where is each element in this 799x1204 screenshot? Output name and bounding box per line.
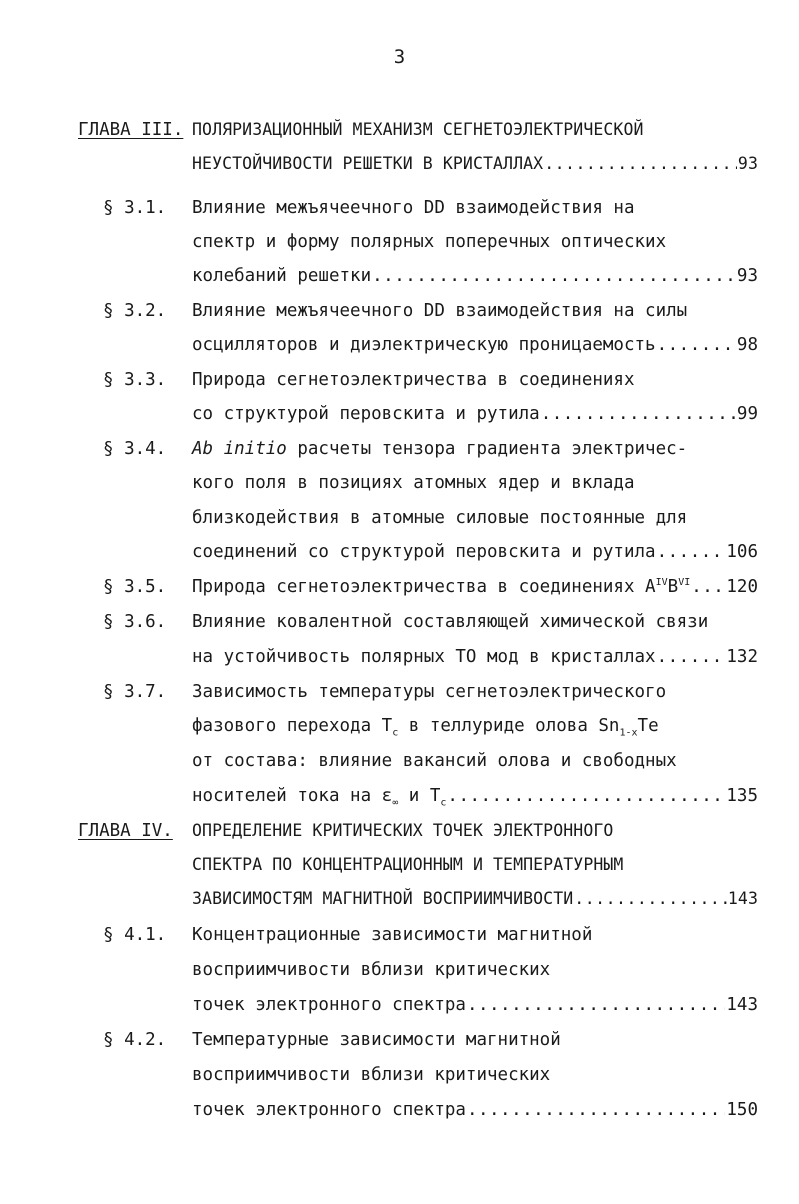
formula-b: B: [667, 577, 679, 597]
page-number: 3: [393, 46, 406, 68]
section-3-6-number: § 3.6.: [103, 612, 167, 632]
chapter-3-label: ГЛАВА III.: [78, 120, 184, 140]
section-3-2-page: 98: [736, 335, 758, 355]
section-3-6-line1: Влияние ковалентной составляющей химической связи: [192, 612, 709, 632]
section-3-4-line1: [192, 437, 687, 461]
section-3-5-page: 120: [726, 577, 758, 597]
section-3-4-text: соединений со структурой перовскита и рутила: [192, 542, 656, 562]
section-3-7-line4: [192, 784, 758, 808]
section-3-1-line1: Влияние межъячеечного DD взаимодействия на: [192, 198, 635, 218]
section-3-3-text: со структурой перовскита и рутила: [192, 404, 540, 424]
section-3-6-text: на устойчивость полярных ТО мод в кристаллах: [192, 647, 656, 667]
formula-a-sup: IV: [655, 577, 668, 589]
section-4-2-line3: [192, 1098, 758, 1122]
section-3-7-line4-a: носителей тока на ε: [192, 786, 393, 806]
chapter-3-title-text: НЕУСТОЙЧИВОСТИ РЕШЕТКИ В КРИСТАЛЛАХ: [192, 154, 544, 173]
section-4-2-text: точек электронного спектра: [192, 1100, 466, 1120]
chapter-3-title-line1: ПОЛЯРИЗАЦИОННЫЙ МЕХАНИЗМ СЕГНЕТОЭЛЕКТРИЧЕСКОЙ: [192, 120, 644, 139]
section-4-1-line2: восприимчивости вблизи критических: [192, 960, 551, 980]
section-3-7-line2-a: фазового перехода T: [192, 716, 393, 736]
section-3-4-line3: близкодействия в атомные силовые постоянные для: [192, 508, 688, 528]
section-3-3-line2: [192, 402, 758, 426]
leader-dots: [657, 645, 726, 669]
leader-dots: [657, 333, 736, 357]
section-3-6-line2: [192, 645, 758, 669]
leader-dots: [544, 152, 737, 176]
section-3-7-line2: [192, 714, 659, 738]
chapter-4-page: 143: [727, 889, 758, 908]
section-4-1-line3: [192, 993, 758, 1017]
section-4-1-number: § 4.1.: [103, 925, 167, 945]
section-3-7-page: 135: [726, 786, 758, 806]
section-4-2-number: § 4.2.: [103, 1030, 167, 1050]
section-4-1-line1: Концентрационные зависимости магнитной: [192, 925, 593, 945]
section-3-6-page: 132: [726, 647, 758, 667]
section-3-4-page: 106: [726, 542, 758, 562]
section-3-7-line4-b: и T: [398, 786, 441, 806]
section-3-5-line1: [192, 575, 758, 599]
section-3-7-text: [192, 784, 446, 808]
section-3-2-text: осцилляторов и диэлектрическую проницаемость: [192, 335, 656, 355]
section-3-2-line1: Влияние межъячеечного DD взаимодействия на силы: [192, 301, 688, 321]
section-3-7-line3: от состава: влияние вакансий олова и свободных: [192, 751, 677, 771]
section-3-1-page: 93: [736, 266, 758, 286]
leader-dots: [447, 784, 725, 808]
section-3-7-line2-b: в теллуриде олова Sn: [398, 716, 620, 736]
leader-dots: [372, 264, 736, 288]
section-3-7-line1: Зависимость температуры сегнетоэлектрического: [192, 682, 667, 702]
leader-dots: [467, 1098, 725, 1122]
section-4-2-line1: Температурные зависимости магнитной: [192, 1030, 561, 1050]
section-3-7-number: § 3.7.: [103, 682, 167, 702]
chapter-3-title-line2: [192, 152, 758, 176]
section-3-2-line2: [192, 333, 758, 357]
leader-dots: [467, 993, 725, 1017]
subscript-1-x: 1-x: [619, 727, 638, 739]
section-3-1-line2: спектр и форму полярных поперечных оптических: [192, 232, 667, 252]
chapter-4-label: ГЛАВА IV.: [78, 821, 173, 841]
section-3-3-page: 99: [736, 404, 758, 424]
section-3-1-text: колебаний решетки: [192, 266, 372, 286]
section-3-2-number: § 3.2.: [103, 301, 167, 321]
leader-dots: [541, 402, 736, 426]
chapter-4-title-line3: [192, 887, 758, 911]
section-4-1-page: 143: [726, 995, 758, 1015]
section-3-4-line4: [192, 540, 758, 564]
chapter-4-title-text: ЗАВИСИМОСТЯМ МАГНИТНОЙ ВОСПРИИМЧИВОСТИ: [192, 889, 574, 908]
chapter-3-page: 93: [737, 154, 758, 173]
section-3-4-number: § 3.4.: [103, 439, 167, 459]
section-3-5-text: [192, 575, 690, 599]
section-3-4-line1-rest: расчеты тензора градиента электричес-: [286, 439, 688, 459]
subscript-c: c: [440, 797, 447, 809]
leader-dots: [691, 575, 725, 599]
formula-b-sup: VI: [678, 577, 691, 589]
section-3-1-line3: [192, 264, 758, 288]
section-3-7-line2-c: Te: [637, 716, 659, 736]
section-3-3-number: § 3.3.: [103, 370, 167, 390]
section-3-3-line1: Природа сегнетоэлектричества в соединениях: [192, 370, 635, 390]
section-3-5-number: § 3.5.: [103, 577, 167, 597]
ab-initio-text: Ab initio: [192, 439, 287, 459]
chapter-4-title-line2: СПЕКТРА ПО КОНЦЕНТРАЦИОННЫМ И ТЕМПЕРАТУРНЫМ: [192, 855, 624, 874]
section-3-4-line2: кого поля в позициях атомных ядер и вклада: [192, 473, 635, 493]
chapter-4-title-line1: ОПРЕДЕЛЕНИЕ КРИТИЧЕСКИХ ТОЧЕК ЭЛЕКТРОННОГО: [192, 821, 614, 840]
section-4-1-text: точек электронного спектра: [192, 995, 466, 1015]
leader-dots: [574, 887, 727, 911]
subscript-infinity: ∞: [392, 797, 399, 809]
section-4-2-page: 150: [726, 1100, 758, 1120]
section-4-2-line2: восприимчивости вблизи критических: [192, 1065, 551, 1085]
formula-a: A: [645, 577, 656, 597]
section-3-1-number: § 3.1.: [103, 198, 167, 218]
section-3-5-words: Природа сегнетоэлектричества в соединениях: [192, 577, 646, 597]
subscript-c: c: [392, 727, 399, 739]
leader-dots: [657, 540, 726, 564]
